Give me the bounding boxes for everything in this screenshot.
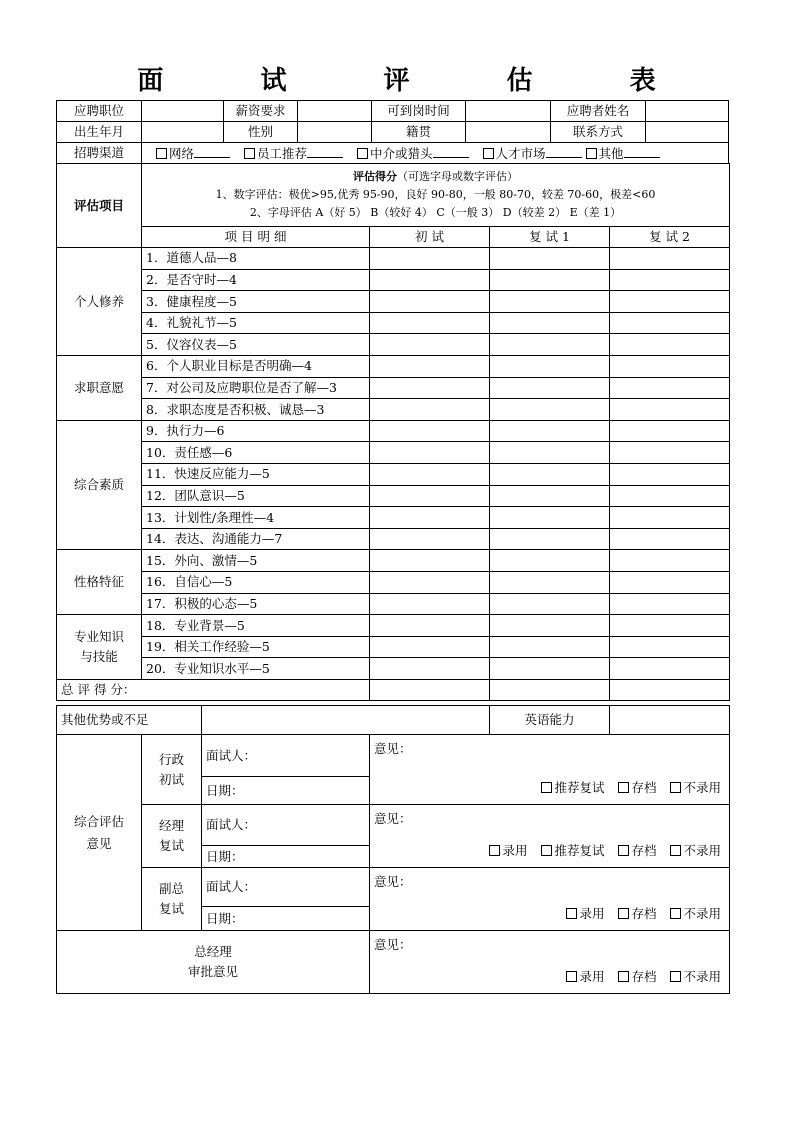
score-cell[interactable]	[370, 442, 490, 464]
option-reject[interactable]: 不录用	[670, 969, 721, 984]
item-label: 14．表达、沟通能力—7	[142, 528, 370, 550]
stage-label-line: 经理	[158, 818, 184, 834]
group-label-quality: 综合素质	[57, 420, 142, 550]
score-cell[interactable]	[490, 571, 610, 593]
item-label: 6．个人职业目标是否明确—4	[142, 355, 370, 377]
item-label: 3．健康程度—5	[142, 291, 370, 313]
score-cell[interactable]	[370, 312, 490, 334]
hometown-label: 籍贯	[372, 122, 466, 143]
salary-field[interactable]	[298, 101, 372, 122]
score-cell[interactable]	[610, 291, 730, 313]
name-field[interactable]	[646, 101, 729, 122]
option-recommend[interactable]: 推荐复试	[541, 843, 604, 858]
score-cell[interactable]	[370, 377, 490, 399]
option-hire[interactable]: 录用	[566, 906, 604, 921]
checkbox-icon[interactable]	[541, 782, 552, 793]
total-score-cell[interactable]	[370, 679, 490, 701]
opinion-label: 意见：	[374, 741, 412, 756]
score-cell[interactable]	[610, 593, 730, 615]
total-score-cell[interactable]	[610, 679, 730, 701]
gender-label: 性别	[224, 122, 298, 143]
interviewer-field[interactable]: 面试人：	[202, 735, 370, 777]
stage-label-line: 副总	[158, 881, 184, 897]
item-label: 5．仪容仪表—5	[142, 334, 370, 356]
summary-label	[57, 735, 142, 931]
item-label: 15．外向、激情—5	[142, 550, 370, 572]
option-reject[interactable]: 不录用	[670, 906, 721, 921]
total-score-label: 总 评 得 分：	[57, 679, 370, 701]
score-cell[interactable]	[610, 463, 730, 485]
checkbox-icon[interactable]	[586, 148, 597, 159]
score-cell[interactable]	[490, 269, 610, 291]
gender-field[interactable]	[298, 122, 372, 143]
stage-label-line: 复试	[158, 838, 184, 853]
position-field[interactable]	[142, 101, 224, 122]
gm-label-line: 审批意见	[187, 964, 238, 979]
score-cell[interactable]	[370, 615, 490, 637]
option-hire[interactable]: 录用	[489, 843, 527, 858]
item-label: 13．计划性/条理性—4	[142, 507, 370, 529]
channel-option-web[interactable]: 网络	[156, 146, 230, 161]
item-label: 11．快速反应能力—5	[142, 463, 370, 485]
name-label: 应聘者姓名	[551, 101, 646, 122]
checkbox-icon[interactable]	[618, 845, 629, 856]
decision-options	[566, 906, 721, 922]
score-cell[interactable]	[370, 658, 490, 680]
score-cell[interactable]	[610, 248, 730, 270]
opinion-cell[interactable]	[370, 805, 730, 868]
col-first-header: 初 试	[370, 227, 490, 248]
score-cell[interactable]	[370, 463, 490, 485]
score-cell[interactable]	[490, 399, 610, 421]
channel-option-market[interactable]: 人才市场	[483, 146, 582, 161]
option-hire[interactable]: 录用	[566, 969, 604, 984]
option-archive[interactable]: 存档	[618, 906, 656, 921]
group-label-line: 专业知识	[73, 629, 124, 645]
position-label: 应聘职位	[57, 101, 142, 122]
score-note: （可选字母或数字评估）	[397, 170, 518, 184]
checkbox-icon[interactable]	[156, 148, 167, 159]
contact-label: 联系方式	[551, 122, 646, 143]
english-label: 英语能力	[490, 706, 610, 735]
item-label: 19．相关工作经验—5	[142, 636, 370, 658]
group-label-cultivation: 个人修养	[57, 248, 142, 356]
start-date-label: 可到岗时间	[372, 101, 466, 122]
salary-label: 薪资要求	[224, 101, 298, 122]
score-cell[interactable]	[370, 507, 490, 529]
channel-option-referral[interactable]: 员工推荐	[244, 146, 343, 161]
score-cell[interactable]	[370, 550, 490, 572]
checkbox-icon[interactable]	[618, 971, 629, 982]
other-table	[56, 705, 730, 735]
summary-table	[56, 734, 730, 994]
checkbox-icon[interactable]	[489, 845, 500, 856]
item-label: 17．积极的心态—5	[142, 593, 370, 615]
gm-label-line: 总经理	[194, 944, 232, 960]
group-label-expertise	[57, 615, 142, 680]
eval-item-header: 评估项目	[57, 164, 142, 248]
option-recommend[interactable]: 推荐复试	[541, 780, 604, 795]
score-cell[interactable]	[610, 399, 730, 421]
contact-field[interactable]	[646, 122, 729, 143]
group-label-line: 与技能	[80, 648, 118, 664]
score-cell[interactable]	[490, 593, 610, 615]
hometown-field[interactable]	[466, 122, 551, 143]
checkbox-icon[interactable]	[357, 148, 368, 159]
stage-label-line: 复试	[158, 901, 184, 916]
checkbox-icon[interactable]	[566, 908, 577, 919]
applicant-info-table	[56, 100, 729, 164]
stage-label-admin	[142, 735, 202, 805]
score-legend	[142, 164, 730, 227]
score-cell[interactable]	[610, 615, 730, 637]
decision-options	[541, 780, 721, 796]
opinion-label: 意见：	[374, 874, 412, 889]
score-cell[interactable]	[610, 442, 730, 464]
start-date-field[interactable]	[466, 101, 551, 122]
interviewer-field[interactable]: 面试人：	[202, 868, 370, 907]
checkbox-icon[interactable]	[566, 971, 577, 982]
evaluation-table	[56, 163, 730, 701]
score-cell[interactable]	[610, 658, 730, 680]
date-field[interactable]: 日期：	[202, 907, 370, 931]
score-cell[interactable]	[370, 355, 490, 377]
score-cell[interactable]	[370, 269, 490, 291]
score-cell[interactable]	[370, 485, 490, 507]
score-cell[interactable]	[490, 420, 610, 442]
score-cell[interactable]	[490, 507, 610, 529]
score-cell[interactable]	[490, 312, 610, 334]
score-cell[interactable]	[490, 248, 610, 270]
stage-label-vp	[142, 868, 202, 931]
score-cell[interactable]	[490, 528, 610, 550]
score-cell[interactable]	[610, 355, 730, 377]
channel-label: 招聘渠道	[57, 143, 142, 164]
item-label: 8．求职态度是否积极、诚恳—3	[142, 399, 370, 421]
numeric-scale: 1、数字评估：极优>95,优秀 95-90，良好 90-80，一般 80-70，较差 70-60，极差<60	[215, 188, 656, 202]
summary-label-line: 综合评估	[73, 813, 124, 829]
birth-label: 出生年月	[57, 122, 142, 143]
channel-option-other[interactable]: 其他	[586, 146, 660, 161]
checkbox-icon[interactable]	[483, 148, 494, 159]
score-cell[interactable]	[610, 550, 730, 572]
score-cell[interactable]	[490, 658, 610, 680]
item-label: 18．专业背景—5	[142, 615, 370, 637]
option-reject[interactable]: 不录用	[670, 843, 721, 858]
score-cell[interactable]	[490, 355, 610, 377]
score-cell[interactable]	[610, 269, 730, 291]
score-cell[interactable]	[490, 485, 610, 507]
page-title: 面 试 评 估 表	[137, 66, 700, 96]
score-cell[interactable]	[370, 399, 490, 421]
score-cell[interactable]	[370, 571, 490, 593]
gm-opinion-cell[interactable]	[370, 931, 730, 994]
checkbox-icon[interactable]	[541, 845, 552, 856]
score-cell[interactable]	[610, 485, 730, 507]
checkbox-icon[interactable]	[244, 148, 255, 159]
score-cell[interactable]	[490, 550, 610, 572]
score-cell[interactable]	[610, 420, 730, 442]
score-cell[interactable]	[490, 636, 610, 658]
other-field[interactable]	[202, 706, 490, 735]
item-label: 7．对公司及应聘职位是否了解—3	[142, 377, 370, 399]
score-cell[interactable]	[610, 312, 730, 334]
item-label: 4．礼貌礼节—5	[142, 312, 370, 334]
score-cell[interactable]	[370, 334, 490, 356]
item-label: 1．道德人品—8	[142, 248, 370, 270]
decision-options	[489, 843, 721, 859]
score-cell[interactable]	[610, 507, 730, 529]
score-cell[interactable]	[490, 334, 610, 356]
score-cell[interactable]	[490, 615, 610, 637]
stage-label-line: 行政	[158, 751, 184, 767]
score-cell[interactable]	[490, 463, 610, 485]
score-cell[interactable]	[370, 528, 490, 550]
score-cell[interactable]	[370, 420, 490, 442]
score-cell[interactable]	[490, 377, 610, 399]
channel-option-agency[interactable]: 中介或猎头	[357, 146, 469, 161]
score-cell[interactable]	[370, 593, 490, 615]
score-cell[interactable]	[610, 571, 730, 593]
item-label: 20．专业知识水平—5	[142, 658, 370, 680]
score-cell[interactable]	[610, 636, 730, 658]
decision-options	[566, 969, 721, 985]
option-archive[interactable]: 存档	[618, 780, 656, 795]
opinion-label: 意见：	[374, 811, 412, 826]
item-label: 12．团队意识—5	[142, 485, 370, 507]
channel-options	[142, 143, 729, 164]
other-label: 其他优势或不足	[57, 706, 202, 735]
score-cell[interactable]	[370, 291, 490, 313]
item-label: 16．自信心—5	[142, 571, 370, 593]
date-field[interactable]: 日期：	[202, 777, 370, 805]
col-detail-header: 项 目 明 细	[142, 227, 370, 248]
english-field[interactable]	[610, 706, 730, 735]
total-score-cell[interactable]	[490, 679, 610, 701]
option-archive[interactable]: 存档	[618, 969, 656, 984]
checkbox-icon[interactable]	[670, 845, 681, 856]
option-archive[interactable]: 存档	[618, 843, 656, 858]
stage-label-manager	[142, 805, 202, 868]
opinion-cell[interactable]	[370, 868, 730, 931]
opinion-cell[interactable]	[370, 735, 730, 805]
checkbox-icon[interactable]	[670, 908, 681, 919]
item-label: 2．是否守时—4	[142, 269, 370, 291]
checkbox-icon[interactable]	[618, 908, 629, 919]
item-label: 10．责任感—6	[142, 442, 370, 464]
checkbox-icon[interactable]	[670, 971, 681, 982]
checkbox-icon[interactable]	[618, 782, 629, 793]
score-cell[interactable]	[490, 442, 610, 464]
gm-label	[57, 931, 370, 994]
interviewer-field[interactable]: 面试人：	[202, 805, 370, 846]
group-label-intention: 求职意愿	[57, 355, 142, 420]
group-label-personality: 性格特征	[57, 550, 142, 615]
score-cell[interactable]	[490, 291, 610, 313]
letter-scale: 2、字母评估 A（好 5） B（较好 4） C（一般 3） D（较差 2） E（差 1）	[249, 205, 622, 219]
score-cell[interactable]	[370, 248, 490, 270]
score-cell[interactable]	[370, 636, 490, 658]
score-title: 评估得分	[353, 170, 397, 184]
col-second2-header: 复 试 2	[610, 227, 730, 248]
opinion-label: 意见：	[374, 937, 412, 952]
stage-label-line: 初试	[158, 771, 184, 787]
item-label: 9．执行力—6	[142, 420, 370, 442]
option-reject[interactable]: 不录用	[670, 780, 721, 795]
score-cell[interactable]	[610, 528, 730, 550]
birth-field[interactable]	[142, 122, 224, 143]
summary-label-line: 意见	[86, 835, 112, 851]
score-cell[interactable]	[610, 334, 730, 356]
score-cell[interactable]	[610, 377, 730, 399]
checkbox-icon[interactable]	[670, 782, 681, 793]
col-second1-header: 复 试 1	[490, 227, 610, 248]
date-field[interactable]: 日期：	[202, 846, 370, 868]
